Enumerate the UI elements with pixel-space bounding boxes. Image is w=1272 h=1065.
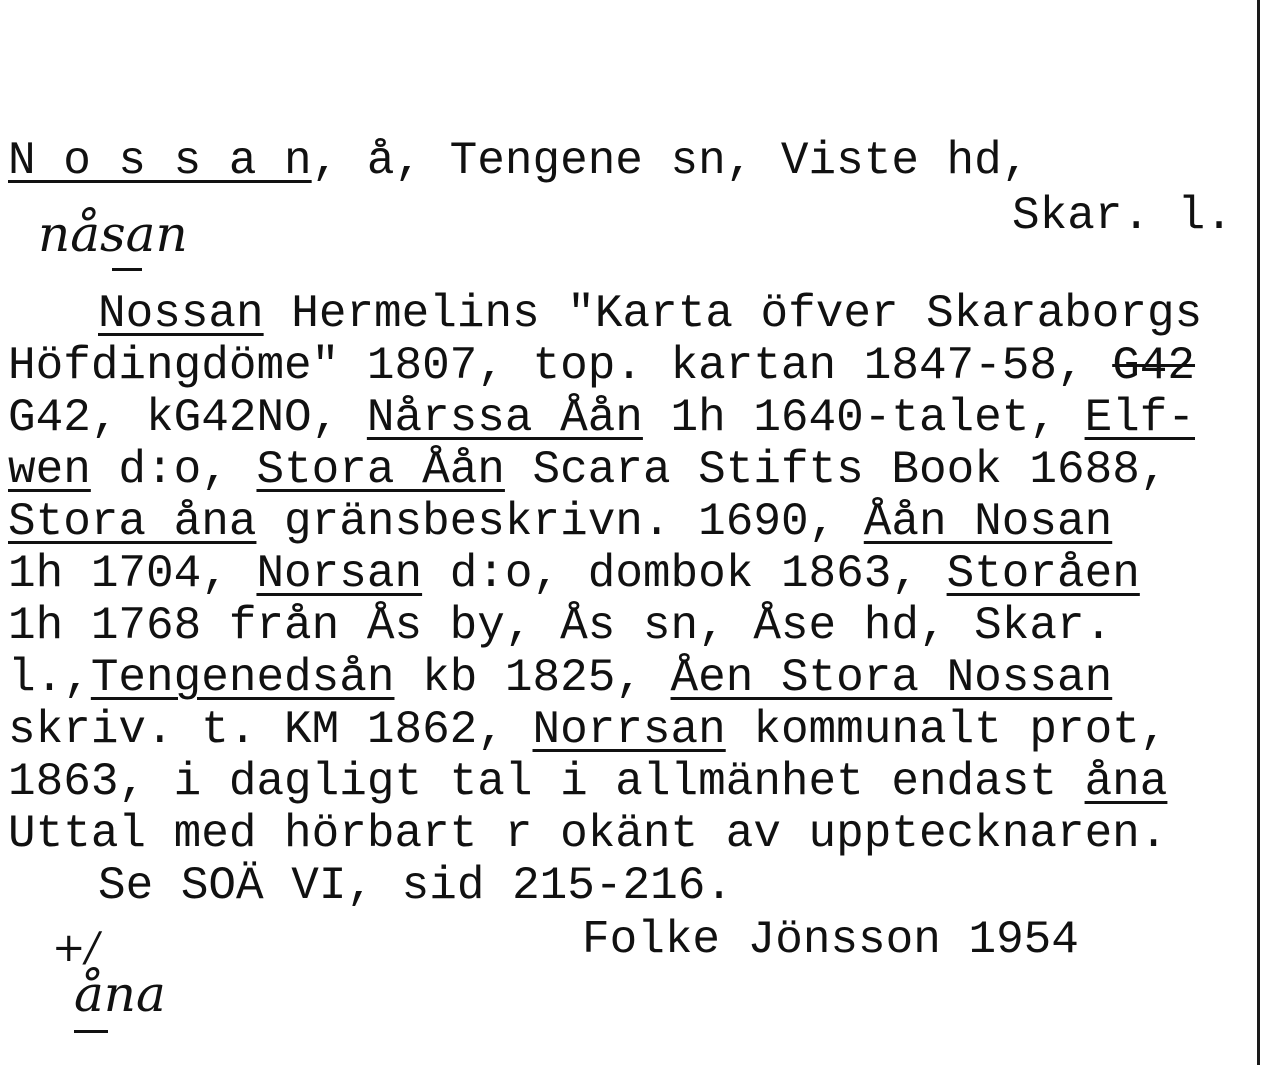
place-name-form: Åen Stora Nossan <box>670 652 1113 704</box>
body-line-4 <box>8 444 1167 496</box>
body-line-7 <box>8 600 1112 652</box>
body-text: d:o, <box>90 444 257 496</box>
body-text: Höfdingdöme" 1807, top. kartan 1847-58, <box>8 340 1113 392</box>
place-name-form: Norsan <box>256 548 423 600</box>
place-name-nossan: Nossan <box>98 288 264 340</box>
body-line-3 <box>8 392 1195 444</box>
body-line-2 <box>8 340 1195 392</box>
heading-rest: , å, Tengene sn, Viste hd, <box>311 135 1030 187</box>
place-name-form: Stora Åån <box>256 444 505 496</box>
body-line-12 <box>98 860 733 912</box>
handwritten-pronunciation: nåsan <box>38 205 188 263</box>
body-text: gränsbeskrivn. 1690, <box>256 496 864 548</box>
reference-text: Se SOÄ VI, sid 215-216. <box>98 860 733 912</box>
body-line-6 <box>8 548 1140 600</box>
body-text: kb 1825, <box>394 652 671 704</box>
body-text: G42, kG42NO, <box>8 392 367 444</box>
county-label: Skar. l. <box>1012 190 1233 242</box>
place-name-form: Elf- <box>1084 392 1195 444</box>
struck-text: G42 <box>1112 340 1196 392</box>
handwritten-note: åna <box>74 965 166 1023</box>
body-text: d:o, dombok 1863, <box>422 548 947 600</box>
body-text: Uttal med hörbart r okänt av upptecknaren. <box>8 808 1168 860</box>
body-line-5 <box>8 496 1112 548</box>
body-text: 1h 1640-talet, <box>642 392 1085 444</box>
body-text: Hermelins "Karta öfver Skaraborgs <box>263 288 1203 340</box>
body-text: 1863, i dagligt tal i allmänhet endast <box>8 756 1085 808</box>
place-name-form: åna <box>1084 756 1168 808</box>
pronunciation-underline <box>112 268 142 271</box>
body-line-8 <box>8 652 1112 704</box>
body-line-11 <box>8 808 1167 860</box>
place-name-form: Stora åna <box>8 496 257 548</box>
place-name-form: Norrsan <box>532 704 726 756</box>
place-name-form: Nårssa Åån <box>366 392 643 444</box>
place-name-form: Tengenedsån <box>90 652 395 704</box>
body-text: skriv. t. KM 1862, <box>8 704 533 756</box>
body-line-9 <box>8 704 1167 756</box>
body-line-10 <box>8 756 1167 808</box>
body-text: Scara Stifts Book 1688, <box>504 444 1168 496</box>
note-underline <box>74 1030 108 1033</box>
place-name-form: Storåen <box>946 548 1140 600</box>
place-name-form: wen <box>8 444 91 496</box>
heading-name: N o s s a n <box>8 135 312 187</box>
heading-line <box>8 135 1029 187</box>
body-text: l., <box>8 652 91 704</box>
signature: Folke Jönsson 1954 <box>582 914 1079 966</box>
body-text: kommunalt prot, <box>725 704 1168 756</box>
card-edge-line <box>1257 0 1260 1065</box>
body-line-1 <box>98 288 1202 340</box>
handwritten-mark: +/ <box>52 925 99 971</box>
place-name-form: Åån Nosan <box>863 496 1113 548</box>
body-text: 1h 1768 från Ås by, Ås sn, Åse hd, Skar. <box>8 600 1113 652</box>
body-text: 1h 1704, <box>8 548 257 600</box>
